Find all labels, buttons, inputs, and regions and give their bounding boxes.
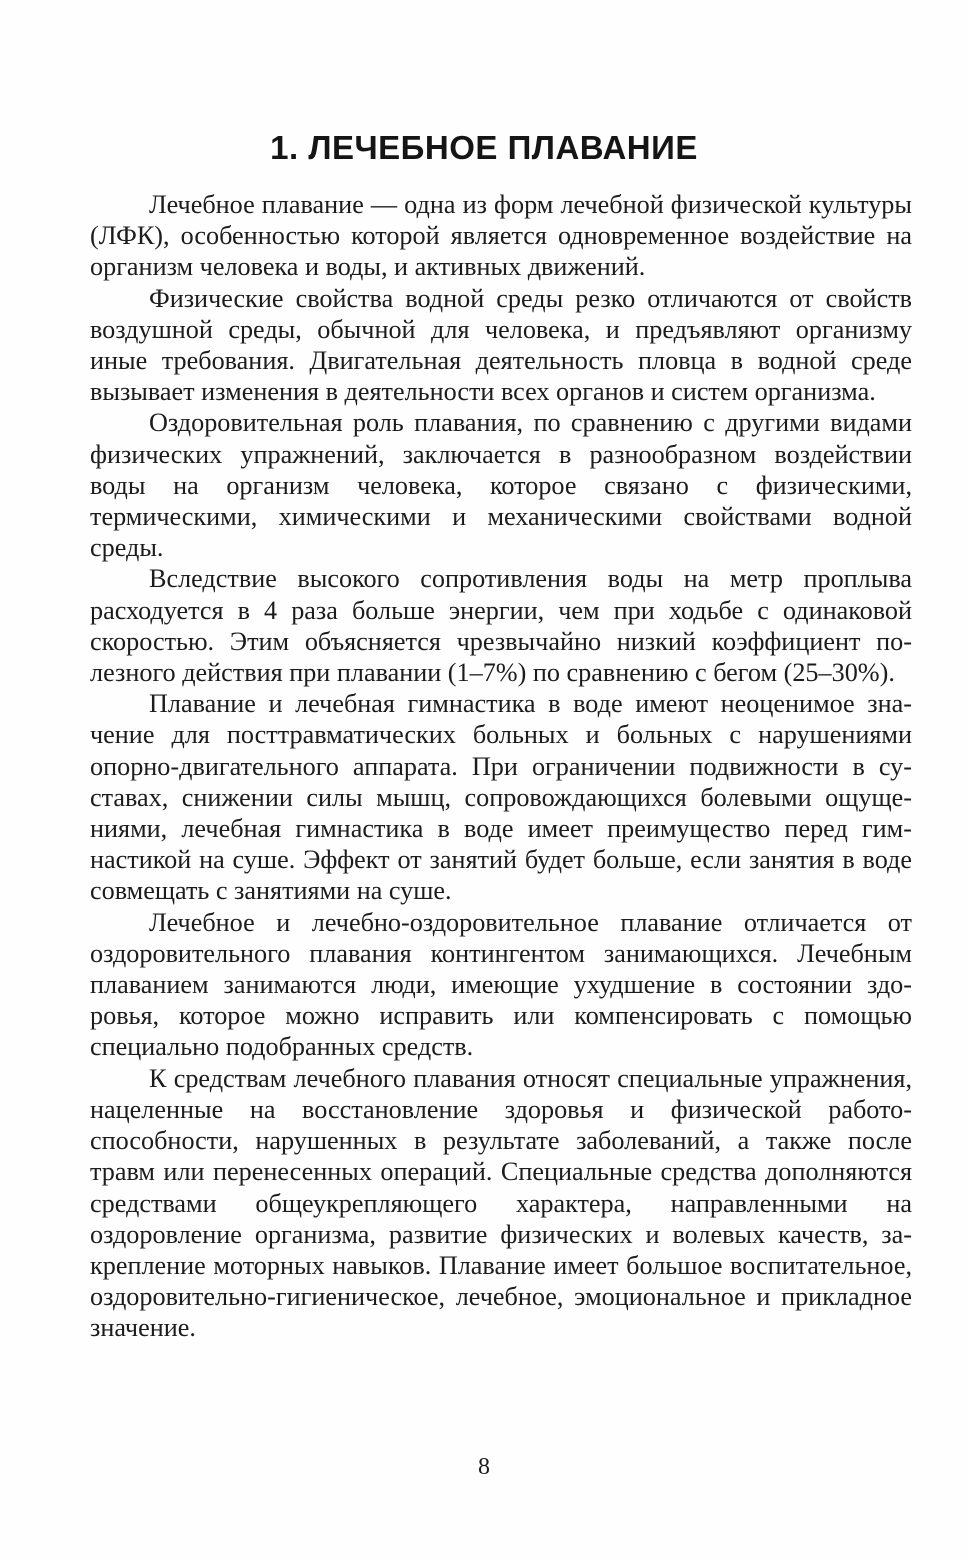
page-number: 8 (478, 1454, 490, 1480)
paragraph: Оздоровительная роль плавания, по сравнению с другими видами физических упражнений, заключается в разнообразном воздействии воды на организм человека, которое связано с физическими, термическими, химическими и механическими свойствами водной среды. (90, 408, 912, 563)
paragraph: Лечебное и лечебно-оздоровительное плавание отличается от оздоровительного плавания контингентом занимающихся. Лечебным плаванием занимаются люди, имеющие ухудшение в состоянии здоровья, которое можно исправить или компенсировать с помощью специально подобранных средств. (90, 907, 912, 1062)
body-text (90, 189, 912, 1344)
paragraph: К средствам лечебного плавания относят специальные упражнения, нацеленные на восстановление здоровья и физической работоспособности, нарушенных в результате заболеваний, а также после травм или перенесенных операций. Специальные средства дополняются средствами общеукрепляющего характера, направленными на оздоровление организма, развитие физических и волевых качеств, закрепление моторных навыков. Плавание имеет большое воспитательное, оздоровительно-гигиеническое, лечебное, эмоциональное и прикладное значение. (90, 1063, 912, 1343)
paragraph: Физические свойства водной среды резко отличаются от свойств воздушной среды, обычной для человека, и предъявляют организму иные требования. Двигательная деятельность пловца в водной среде вызывает изменения в деятельности всех органов и систем организма. (90, 283, 912, 407)
paragraph: Лечебное плавание — одна из форм лечебной физической культуры (ЛФК), особенностью которой является одновременное воздействие на организм человека и воды, и активных движений. (90, 190, 912, 282)
paragraph: Вследствие высокого сопротивления воды на метр проплыва расходуется в 4 раза больше энергии, чем при ходьбе с одинаковой скоростью. Этим объясняется чрезвычайно низкий коэффициент полезного действия при плавании (1–7%) по сравнению с бегом (25–30%). (90, 564, 912, 688)
paragraph: Плавание и лечебная гимнастика в воде имеют неоценимое значение для посттравматических больных и больных с нарушениями опорно-двигательного аппарата. При ограничении подвижности в суставах, снижении силы мышц, сопровождающихся болевыми ощущениями, лечебная гимнастика в воде имеет преимущество перед гимнастикой на суше. Эффект от занятий будет больше, если занятия в воде совмещать с занятиями на суше. (90, 689, 912, 906)
chapter-title: 1. ЛЕЧЕБНОЕ ПЛАВАНИЕ (270, 129, 698, 166)
